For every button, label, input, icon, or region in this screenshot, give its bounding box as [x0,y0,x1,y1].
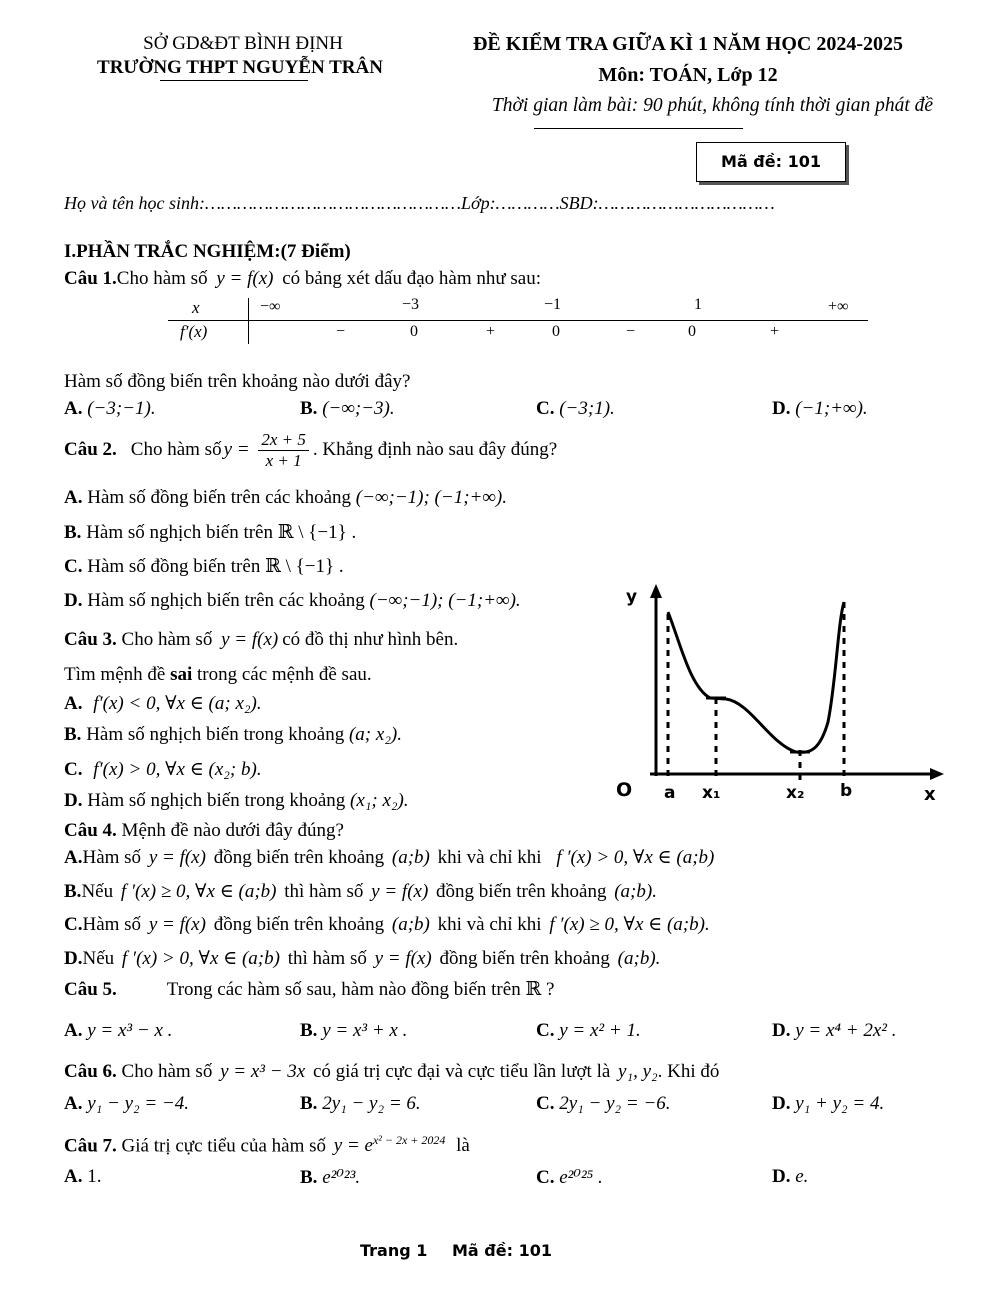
school-name: TRƯỜNG THPT NGUYỄN TRÂN [97,57,383,78]
time-underline [534,128,743,129]
exam-time: Thời gian làm bài: 90 phút, không tính thời gian phát đề [491,95,934,116]
q5-option-a[interactable]: A. y = x³ − x . [64,1020,173,1041]
q1-option-a[interactable]: A. (−3;−1). [64,398,156,419]
q3-stem: Câu 3. Cho hàm số y = f(x) có đồ thị như hình bên. [64,629,459,650]
q3-label: Câu 3. [64,629,117,650]
q4-option-c[interactable]: C.Hàm số y = f(x) đồng biến trên khoảng (a;b) khi và chỉ khi f ′(x) ≥ 0, ∀x ∈ (a;b). [64,914,710,935]
q2-option-a[interactable]: A. Hàm số đồng biến trên các khoảng (−∞;−1); (−1;+∞). [64,487,507,508]
q1-table-sign-2: + [486,323,496,340]
school-underline [160,80,308,81]
q6-option-d[interactable]: D. y₁ + y₂ = 4. [772,1093,885,1114]
student-info-line: Họ và tên học sinh:…………………………………………Lớp:…………SBD:…………………………… [64,193,775,213]
q7-option-d[interactable]: D. e. [772,1166,809,1187]
q1-label: Câu 1. [64,268,117,289]
q1-table-x-2: −1 [544,296,562,313]
q4-option-a[interactable]: A.Hàm số y = f(x) đồng biến trên khoảng (a;b) khi và chỉ khi f ′(x) > 0, ∀x ∈ (a;b) [64,847,715,868]
q3-graph-y-label: y [626,587,638,607]
exam-title: ĐỀ KIỂM TRA GIỮA KÌ 1 NĂM HỌC 2024-2025 [472,33,904,55]
q2-fraction: $\frac{2x + 5}{x + 1}$ [258,430,309,471]
q3-graph-x-label: x [924,784,936,805]
q2-option-d[interactable]: D. Hàm số nghịch biến trên các khoảng (−∞;−1); (−1;+∞). [64,590,521,611]
q1-text-b: có bảng xét dấu đạo hàm như sau: [282,268,542,289]
q5-option-c[interactable]: C. y = x² + 1. [536,1020,641,1041]
q1-table-sign-5: 0 [688,323,696,340]
q2-option-c[interactable]: C. Hàm số đồng biến trên ℝ \ {−1} . [64,556,344,577]
q1-table-sign-3: 0 [552,323,560,340]
q3-graph-b-label: b [840,781,853,801]
section-title: I.PHẦN TRẮC NGHIỆM:(7 Điểm) [64,241,351,262]
q3-graph-x2-label: x₂ [786,783,805,803]
q4-option-d[interactable]: D.Nếu f ′(x) > 0, ∀x ∈ (a;b) thì hàm số y = f(x) đồng biến trên khoảng (a;b). [64,948,661,969]
q3-graph-a-label: a [664,783,676,803]
exam-subject: Môn: TOÁN, Lớp 12 [598,64,778,86]
q3-graph [610,582,950,808]
q6-option-b[interactable]: B. 2y₁ − y₂ = 6. [300,1093,421,1114]
footer-code: Mã đề: 101 [452,1241,552,1260]
q1-table-x-1: −3 [402,296,420,313]
q3-graph-o-label: O [616,779,633,801]
q1-table-x-3: 1 [694,296,702,313]
q2-label: Câu 2. [64,438,117,460]
q1-table-sign-1: 0 [410,323,418,340]
q3-question: Tìm mệnh đề sai trong các mệnh đề sau. [64,664,372,685]
q6-option-c[interactable]: C. 2y₁ − y₂ = −6. [536,1093,671,1114]
q2-stem: Câu 2. Cho hàm số y = $\frac{2x + 5}{x + 1}$ . Khẳng định nào sau đây đúng? [64,430,558,470]
q7-option-c[interactable]: C. e²⁰²⁵ . [536,1167,603,1188]
q3-graph-x1-label: x₁ [702,783,721,803]
q1-sign-table [168,298,868,344]
q1-table-x-head: x [192,298,200,317]
q1-option-d[interactable]: D. (−1;+∞). [772,398,868,419]
q4-option-b[interactable]: B.Nếu f ′(x) ≥ 0, ∀x ∈ (a;b) thì hàm số y = f(x) đồng biến trên khoảng (a;b). [64,881,657,902]
q1-table-x-0: −∞ [260,298,281,315]
q1-table-sign-0: − [336,323,346,340]
q3-option-d[interactable]: D. Hàm số nghịch biến trong khoảng (x₁; x₂). [64,790,409,811]
q1-table-sign-6: + [770,323,780,340]
q1-option-c[interactable]: C. (−3;1). [536,398,615,419]
q5-stem: Câu 5. Trong các hàm số sau, hàm nào đồng biến trên ℝ ? [64,979,555,1000]
q1-table-sign-4: − [626,323,636,340]
q1-text-a: Cho hàm số [116,268,208,289]
q7-option-b[interactable]: B. e²⁰²³. [300,1167,361,1188]
q7-stem: Câu 7. Giá trị cực tiểu của hàm số $y = e^{x^2 - 2x + 2024}$ là [64,1133,470,1157]
q2-option-b[interactable]: B. Hàm số nghịch biến trên ℝ \ {−1} . [64,522,357,543]
q2-text-a: Cho hàm số [130,438,222,460]
q4-stem: Câu 4. Mệnh đề nào dưới đây đúng? [64,820,344,841]
q2-text-b: . Khẳng định nào sau đây đúng? [312,438,558,460]
q1-table-x-4: +∞ [828,298,849,315]
q3-option-a[interactable]: A. f′(x) < 0, ∀x ∈ (a; x₂). [64,693,262,714]
exam-code-label: Mã đề: 101 [721,152,821,171]
q1-option-b[interactable]: B. (−∞;−3). [300,398,395,419]
q1-stem [64,268,541,290]
q1-table-fprime-head: f′(x) [180,322,208,341]
q1-question: Hàm số đồng biến trên khoảng nào dưới đây? [64,371,411,392]
q3-option-c[interactable]: C. f′(x) > 0, ∀x ∈ (x₂; b). [64,759,262,780]
q5-option-b[interactable]: B. y = x³ + x . [300,1020,408,1041]
exam-code-box [696,142,846,182]
q5-option-d[interactable]: D. y = x⁴ + 2x² . [772,1020,897,1041]
q6-stem: Câu 6. Cho hàm số y = x³ − 3x có giá trị cực đại và cực tiểu lần lượt là y₁, y₂. Khi đó [64,1061,720,1082]
q6-option-a[interactable]: A. y₁ − y₂ = −4. [64,1093,190,1114]
q7-option-a[interactable]: A. 1. [64,1166,102,1187]
footer-page: Trang 1 [360,1241,428,1260]
dept-name: SỞ GD&ĐT BÌNH ĐỊNH [143,33,343,54]
q3-option-b[interactable]: B. Hàm số nghịch biến trong khoảng (a; x₂). [64,724,403,745]
q1-func: y = f(x) [216,268,274,289]
